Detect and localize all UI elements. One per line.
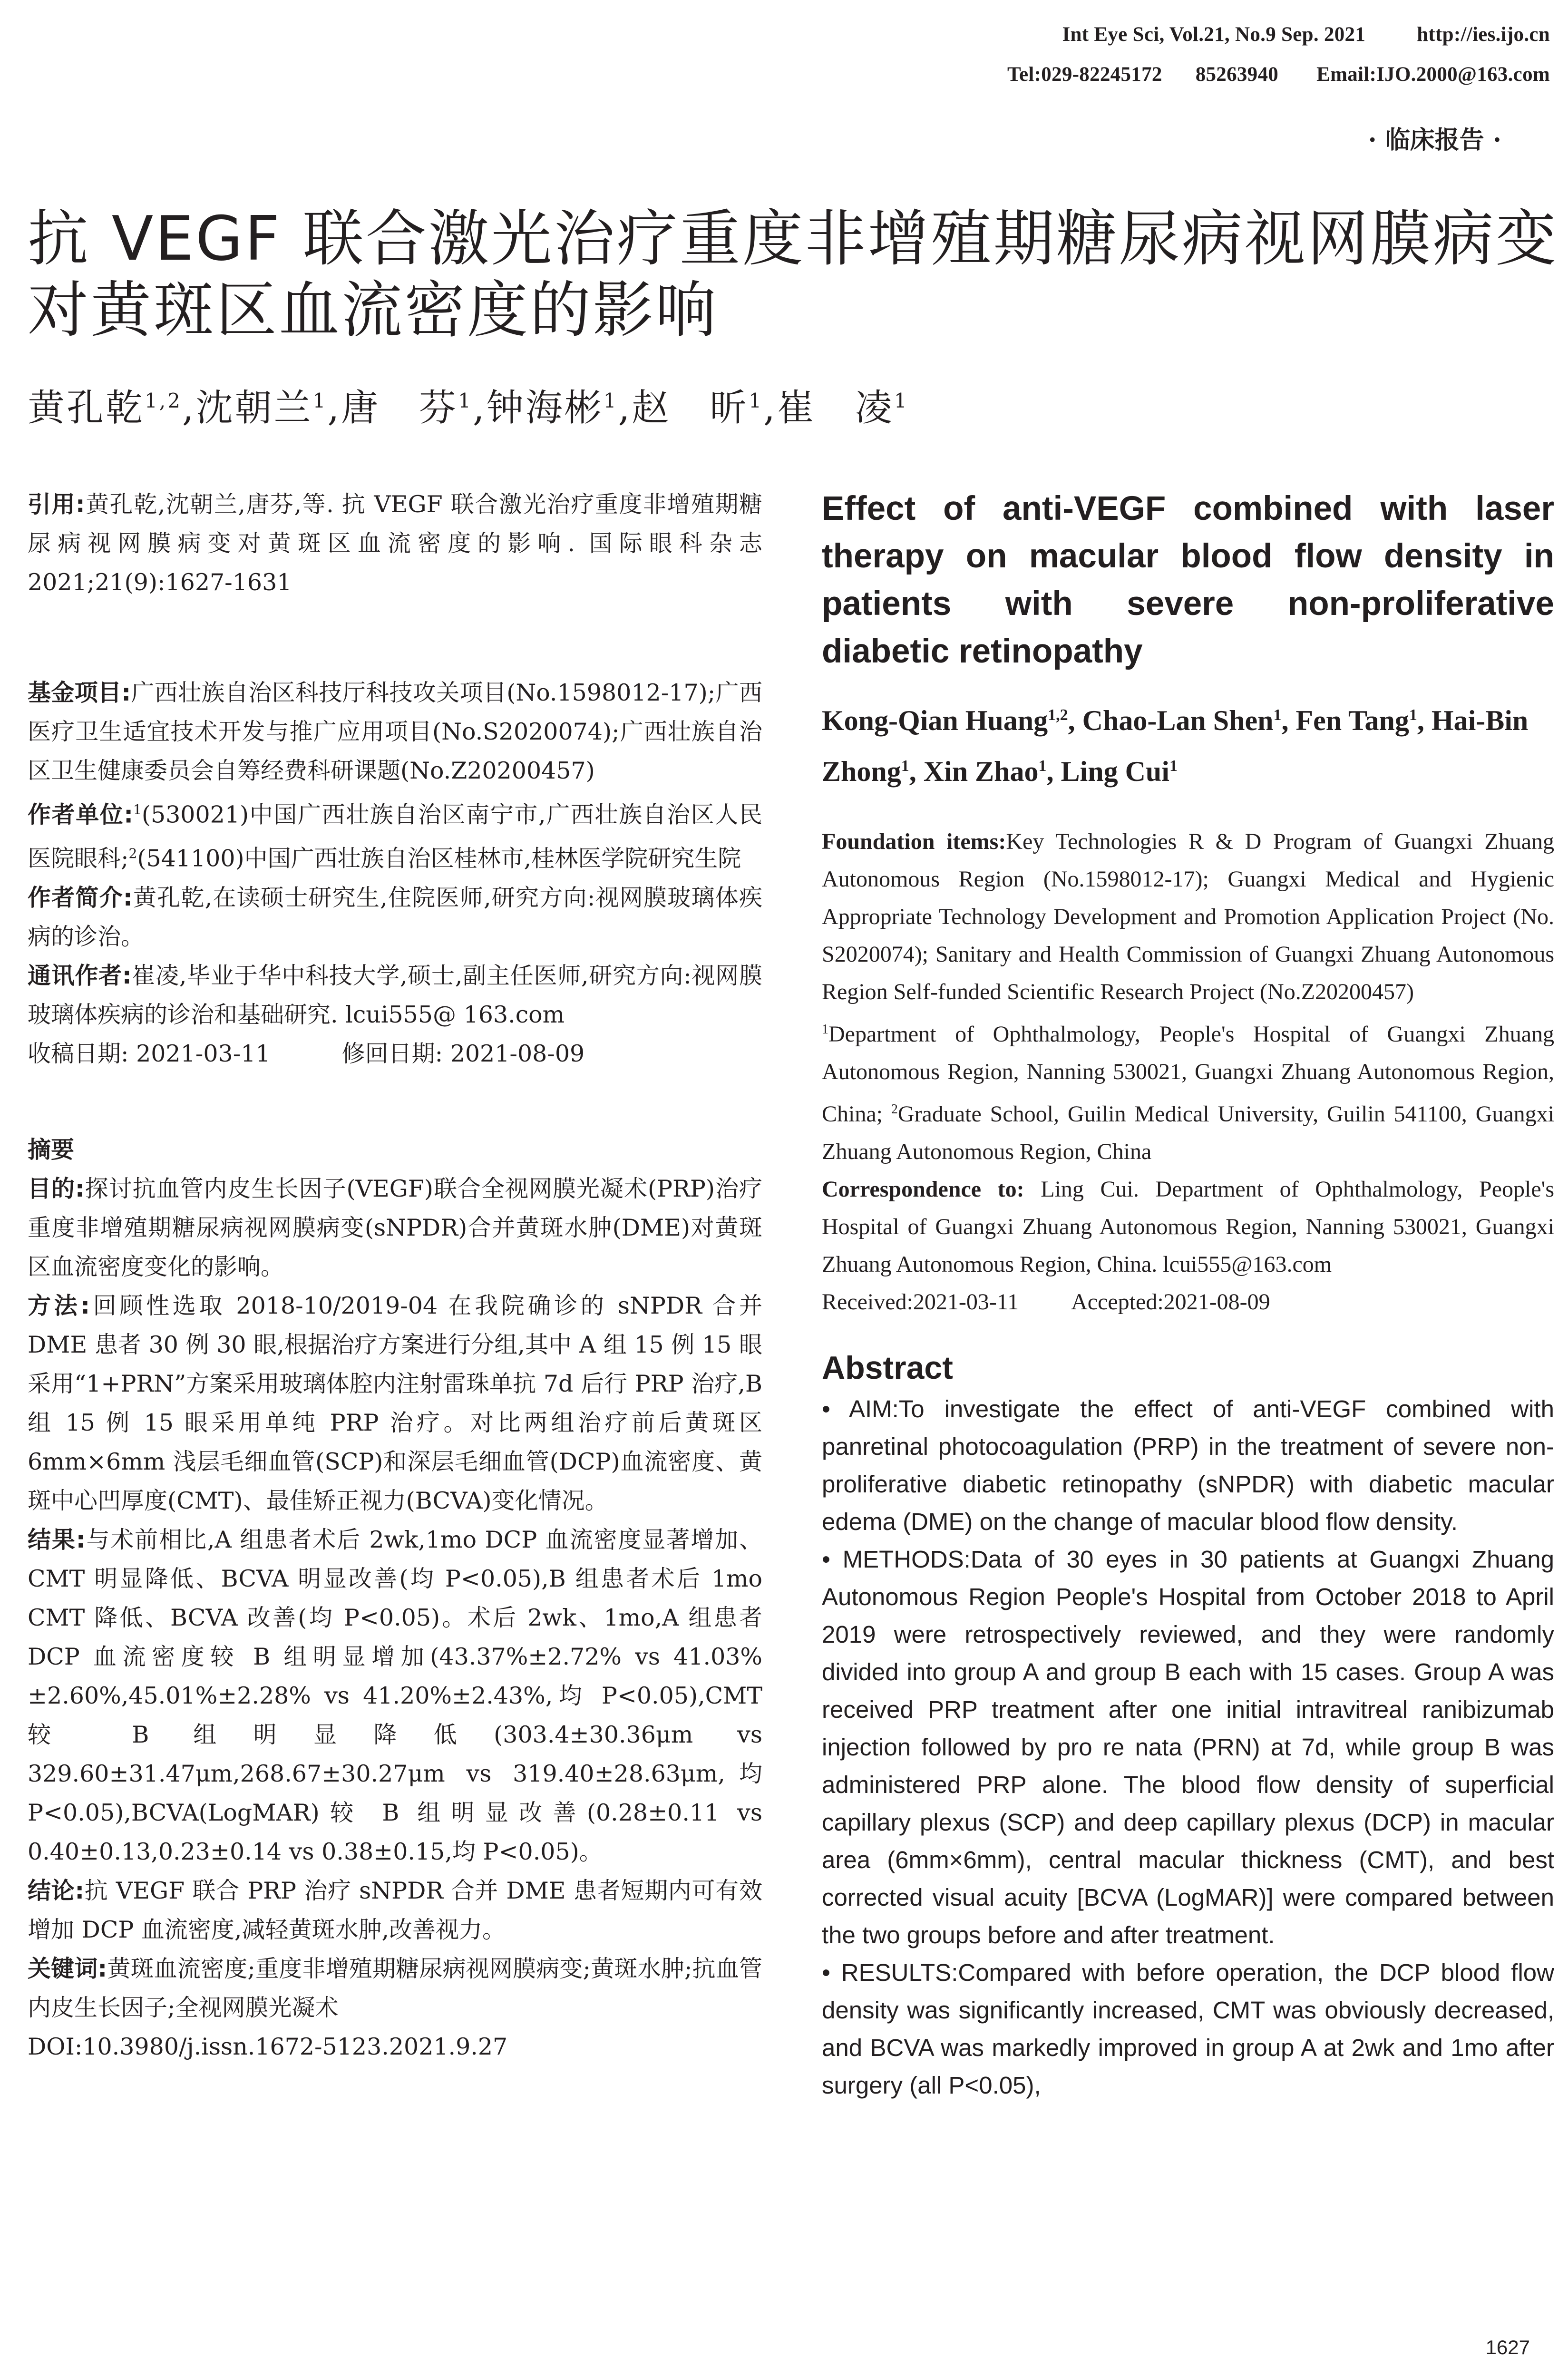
journal-citation: Int Eye Sci, Vol.21, No.9 Sep. 2021	[1062, 23, 1366, 46]
methods-text-en: Data of 30 eyes in 30 patients at Guangxi Zhuang Autonomous Region People's Hospital from October 2018 to April 2019 were retrospectively reviewed, and they were randomly divided into group A and group B each with 15 cases. Group A was received PRP treatment after one initial intravitreal ranibizumab injection followed by pro re nata (PRN) at 7d, while group B was administered PRP alone. The blood flow density of superficial capillary plexus (SCP) and deep capillary plexus (DCP) in macular area (6mm×6mm), central macular thickness (CMT), and best corrected visual acuity [BCVA (LogMAR)] were compared between the two groups before and after treatment.	[822, 1546, 1555, 1948]
author-en-affiliation-mark: 1	[1038, 757, 1047, 775]
author-en-separator: ,	[1281, 705, 1296, 736]
corr-label-en: Correspondence to:	[822, 1177, 1024, 1202]
author-en-affiliation-mark: 1	[1409, 706, 1417, 724]
aff-sup-1: 1	[822, 1022, 828, 1037]
author-en-name: Hai-Bin Zhong	[822, 705, 1529, 787]
journal-url[interactable]: http://ies.ijo.cn	[1417, 23, 1550, 46]
author-cn-affiliation-mark: 1	[894, 389, 909, 412]
results-text-cn: 与术前相比,A 组患者术后 2wk,1mo DCP 血流密度显著增加、CMT 明显降低、BCVA 明显改善(均 P<0.05),B 组患者术后 1mo CMT 降低、BCVA 改善(均 P<0.05)。术后 2wk、1mo,A 组患者 DCP 血流密度较 B 组明显增加(43.37%±2.72% vs 41.03%±2.60%,45.01%±2.28% vs 41.20%±2.43%,均 P<0.05),CMT 较 B 组明显降低(303.4±30.36μm vs 329.60±31.47μm,268.67±30.27μm vs 319.40±28.63μm,均 P<0.05),BCVA(LogMAR)较 B 组明显改善(0.28±0.11 vs 0.40±0.13,0.23±0.14 vs 0.38±0.15,均 P<0.05)。	[28, 1526, 762, 1865]
unit-text-2: (541100)中国广西壮族自治区桂林市,桂林医学院研究生院	[137, 845, 741, 872]
abstract-heading-en: Abstract	[822, 1350, 953, 1386]
author-cn-affiliation-mark: 1	[603, 389, 618, 412]
author-list-cn	[28, 378, 909, 431]
fund-block	[28, 673, 762, 790]
author-en-name: Ling Cui	[1061, 756, 1169, 787]
conclusion-text-cn: 抗 VEGF 联合 PRP 治疗 sNPDR 合并 DME 患者短期内可有效增加 DCP 血流密度,减轻黄斑水肿,改善视力。	[28, 1877, 762, 1943]
fund-text: 广西壮族自治区科技厅科技攻关项目(No.1598012-17);广西医疗卫生适宜技术开发与推广应用项目(No.S2020074);广西壮族自治区卫生健康委员会自筹经费科研课题(No.Z20200457)	[28, 679, 762, 784]
right-column	[822, 485, 1554, 2104]
unit-label: 作者单位:	[28, 801, 134, 828]
author-en-affiliation-mark: 1,2	[1048, 706, 1068, 724]
corr-text-en: Ling Cui. Department of Ophthalmology, People's Hospital of Guangxi Zhuang Autonomous Region, Nanning 530021, Guangxi Zhuang Autonomous Region, China. lcui555@163.com	[822, 1177, 1554, 1277]
results-text-en: Compared with before operation, the DCP blood flow density was significantly increased, CMT was obviously decreased, and BCVA was markedly improved in group A at 2wk and 1mo after surgery (all P<0.05),	[822, 1959, 1554, 2099]
foundation-label: Foundation items:	[822, 829, 1006, 854]
author-cn-name: 崔 凌	[777, 387, 894, 429]
author-en-separator: ,	[1046, 756, 1061, 787]
foundation-block	[822, 823, 1554, 1011]
author-cn-separator: ,	[472, 387, 487, 429]
results-cn	[28, 1520, 762, 1871]
results-label-en: • RESULTS:	[822, 1959, 958, 1986]
page-number: 1627	[1485, 2336, 1530, 2358]
aff-sup-2: 2	[891, 1102, 898, 1117]
revised-date-cn: 修回日期: 2021-08-09	[341, 1040, 585, 1067]
conclusion-label-cn: 结论:	[28, 1877, 85, 1904]
aim-cn	[28, 1169, 762, 1286]
aff-text-1: Department of Ophthalmology, People's Hospital of Guangxi Zhuang Autonomous Region, Nanning 530021, Guangxi Zhuang Autonomous Region, China;	[822, 1022, 1554, 1127]
author-cn-name: 唐 芬	[341, 387, 458, 429]
author-cn-name: 黄孔乾	[28, 387, 145, 429]
author-en-name: Kong-Qian Huang	[822, 705, 1048, 736]
author-en-name: Chao-Lan Shen	[1082, 705, 1274, 736]
abstract-heading-cn	[28, 1130, 762, 1169]
author-en-affiliation-mark: 1	[1169, 757, 1178, 775]
foundation-text: Key Technologies R & D Program of Guangxi Zhuang Autonomous Region (No.1598012-17); Guangxi Medical and Hygienic Appropriate Technology Development and Promotion Application Project (No. S2020074); Sanitary and Health Commission of Guangxi Zhuang Autonomous Region Self-funded Scientific Research Project (No.Z20200457)	[822, 829, 1554, 1004]
section-label: · 临床报告 ·	[1368, 126, 1501, 155]
article-title-cn-line1: 抗 VEGF 联合激光治疗重度非增殖期糖尿病视网膜病变	[28, 204, 1558, 274]
unit-text-1: (530021)中国广西壮族自治区南宁市,广西壮族自治区人民医院眼科;	[28, 801, 762, 872]
article-title-cn-line2: 对黄斑区血流密度的影响	[28, 275, 719, 346]
corr-block-en	[822, 1170, 1554, 1283]
aim-label-cn: 目的:	[28, 1175, 85, 1202]
journal-tel: Tel:029-82245172	[1007, 63, 1162, 86]
journal-tel2: 85263940	[1195, 63, 1279, 86]
author-cn-affiliation-mark: 1	[749, 389, 763, 412]
author-cn-affiliation-mark: 1,2	[145, 389, 182, 412]
bio-label: 作者简介:	[28, 884, 133, 911]
author-en-name: Xin Zhao	[923, 756, 1039, 787]
keywords-cn	[28, 1949, 762, 2027]
article-title-cn	[28, 204, 1558, 346]
journal-email[interactable]: Email:IJO.2000@163.com	[1316, 63, 1550, 86]
running-header-contact	[1007, 63, 1550, 86]
author-en-separator: ,	[1417, 705, 1432, 736]
methods-en	[822, 1540, 1554, 1954]
author-cn-separator: ,	[182, 387, 196, 429]
unit-sup-2: 2	[128, 846, 137, 862]
corr-text-cn: 崔凌,毕业于华中科技大学,硕士,副主任医师,研究方向:视网膜玻璃体疾病的诊治和基础研究. lcui555@ 163.com	[28, 962, 762, 1028]
citation-text: 黄孔乾,沈朝兰,唐芬,等. 抗 VEGF 联合激光治疗重度非增殖期糖尿病视网膜病变对黄斑区血流密度的影响. 国际眼科杂志 2021;21(9):1627-1631	[28, 491, 762, 596]
keywords-label-cn: 关键词:	[28, 1955, 107, 1982]
author-cn-affiliation-mark: 1	[312, 389, 328, 412]
author-en-separator: ,	[1068, 705, 1082, 736]
received-date-cn: 收稿日期: 2021-03-11	[28, 1040, 271, 1067]
author-cn-affiliation-mark: 1	[458, 389, 473, 412]
author-cn-separator: ,	[327, 387, 341, 429]
author-cn-separator: ,	[763, 387, 777, 429]
author-cn-separator: ,	[618, 387, 632, 429]
unit-block	[28, 790, 762, 878]
keywords-text-cn: 黄斑血流密度;重度非增殖期糖尿病视网膜病变;黄斑水肿;抗血管内皮生长因子;全视网膜光凝术	[28, 1955, 762, 2021]
corr-block-cn	[28, 956, 762, 1034]
left-column	[28, 485, 762, 2066]
aim-label-en: • AIM:	[822, 1395, 899, 1422]
dates-cn	[28, 1034, 762, 1073]
author-cn-name: 钟海彬	[486, 387, 604, 429]
aim-en	[822, 1390, 1554, 1540]
author-en-affiliation-mark: 1	[1273, 706, 1282, 724]
accepted-date-en: Accepted:2021-08-09	[1071, 1289, 1270, 1315]
affiliation-block	[822, 1011, 1554, 1170]
methods-label-cn: 方法:	[28, 1292, 90, 1319]
bio-block	[28, 878, 762, 956]
unit-sup-1: 1	[133, 802, 142, 818]
author-en-affiliation-mark: 1	[901, 757, 909, 775]
doi[interactable]: DOI:10.3980/j.issn.1672-5123.2021.9.27	[28, 2033, 508, 2060]
results-en	[822, 1954, 1554, 2104]
citation-label: 引用:	[28, 491, 85, 518]
corr-label-cn: 通讯作者:	[28, 962, 132, 989]
author-en-name: Fen Tang	[1295, 705, 1409, 736]
author-en-separator: ,	[909, 756, 924, 787]
aim-text-cn: 探讨抗血管内皮生长因子(VEGF)联合全视网膜光凝术(PRP)治疗重度非增殖期糖尿病视网膜病变(sNPDR)合并黄斑水肿(DME)对黄斑区血流密度变化的影响。	[28, 1175, 762, 1280]
article-title-en: Effect of anti-VEGF combined with laser therapy on macular blood flow density in patients with severe non-proliferative diabetic retinopathy	[822, 490, 1554, 670]
results-label-cn: 结果:	[28, 1526, 86, 1553]
methods-text-cn: 回顾性选取 2018-10/2019-04 在我院确诊的 sNPDR 合并 DME 患者 30 例 30 眼,根据治疗方案进行分组,其中 A 组 15 例 15 眼采用“1+PRN”方案采用玻璃体腔内注射雷珠单抗 7d 后行 PRP 治疗,B 组 15 例 15 眼采用单纯 PRP 治疗。对比两组治疗前后黄斑区 6mm×6mm 浅层毛细血管(SCP)和深层毛细血管(DCP)血流密度、黄斑中心凹厚度(CMT)、最佳矫正视力(BCVA)变化情况。	[28, 1292, 762, 1514]
aff-text-2: Graduate School, Guilin Medical University, Guilin 541100, Guangxi Zhuang Autonomous Region, China	[822, 1101, 1555, 1164]
abstract-heading-cn-text: 摘要	[28, 1136, 75, 1163]
methods-label-en: • METHODS:	[822, 1546, 971, 1573]
received-date-en: Received:2021-03-11	[822, 1289, 1019, 1315]
citation-block	[28, 485, 762, 602]
bio-text: 黄孔乾,在读硕士研究生,住院医师,研究方向:视网膜玻璃体疾病的诊治。	[28, 884, 762, 950]
aim-text-en: To investigate the effect of anti-VEGF combined with panretinal photocoagulation (PRP) in the treatment of severe non-proliferative diabetic retinopathy (sNPDR) with diabetic macular edema (DME) on the change of macular blood flow density.	[822, 1395, 1554, 1535]
conclusion-cn	[28, 1871, 762, 1949]
fund-label: 基金项目:	[28, 679, 131, 706]
author-list-en	[822, 692, 1554, 794]
dates-en	[822, 1283, 1554, 1321]
methods-cn	[28, 1286, 762, 1520]
running-header-journal	[1062, 23, 1550, 46]
author-cn-name: 赵 昕	[632, 387, 749, 429]
author-cn-name: 沈朝兰	[195, 387, 313, 429]
